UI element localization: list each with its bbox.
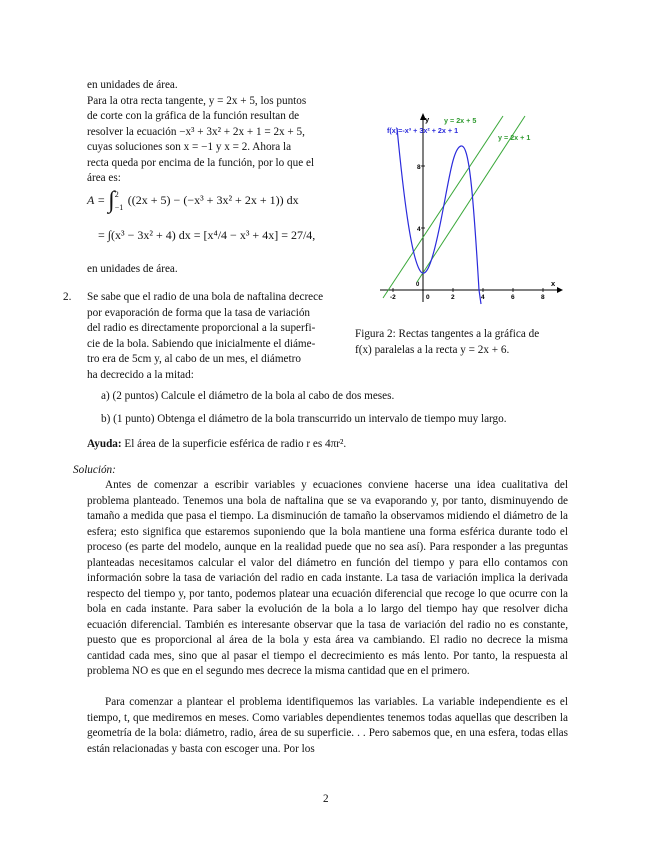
problem-line: del radio es directamente proporcional a la superfi- — [87, 322, 316, 334]
figure-caption — [355, 326, 570, 358]
integral-sign: ∫ — [108, 187, 115, 214]
figure-graph — [375, 110, 565, 305]
caption-line: f(x) paralelas a la recta y = 2x + 6. — [355, 344, 510, 356]
problem-line: tro era de 5cm y, al cabo de un mes, el diámetro — [87, 353, 301, 365]
problem-number: 2. — [63, 291, 72, 303]
tick-label: -2 — [390, 294, 396, 301]
equation-area-2 — [98, 228, 315, 244]
equation-lhs: A = — [87, 192, 106, 207]
help-label: Ayuda: — [87, 438, 122, 450]
caption-line: Figura 2: Rectas tangentes a la gráfica de — [355, 328, 540, 340]
integral-limits — [115, 188, 125, 214]
text-line-end: en unidades de área. — [87, 263, 178, 275]
tick-label: 6 — [511, 294, 515, 301]
paragraph-tangent — [87, 94, 345, 187]
equation-body-2: = ∫(x³ − 3x² + 4) dx = [x⁴/4 − x³ + 4x] = 27/4, — [98, 228, 316, 242]
axis-label-y: y — [425, 115, 430, 124]
text-line: recta queda por encima de la función, por lo que el — [87, 156, 315, 169]
tick-label: 4 — [417, 226, 421, 233]
solution-label: Solución: — [73, 464, 116, 476]
label-y2x1: y = 2x + 1 — [498, 133, 531, 142]
help-text: El área de la superficie esférica de radio r es 4πr². — [121, 438, 347, 450]
tick-label: 8 — [417, 164, 421, 171]
text-line: de corte con la gráfica de la función resultan de — [87, 110, 300, 122]
problem-line: por evaporación de forma que la tasa de variación — [87, 306, 311, 319]
integral-lower: −1 — [114, 203, 124, 212]
item-a: a) (2 puntos) Calcule el diámetro de la bola al cabo de dos meses. — [101, 390, 395, 402]
item-b: b) (1 punto) Obtenga el diámetro de la bola transcurrido un intervalo de tiempo muy largo. — [101, 413, 507, 425]
tick-label: 4 — [481, 294, 485, 301]
text-line: Para la otra recta tangente, y = 2x + 5, los puntos — [87, 94, 307, 107]
axis-label-x: x — [551, 279, 556, 288]
help-note — [87, 437, 346, 453]
label-y2x5: y = 2x + 5 — [444, 116, 477, 125]
origin-label: 0 — [416, 282, 420, 288]
integral-upper: 2 — [114, 190, 119, 199]
cubic-curve — [397, 128, 481, 304]
problem-line: ha decrecido a la mitad: — [87, 368, 194, 381]
tick-label: 8 — [541, 294, 545, 301]
text-line: resolver la ecuación −x³ + 3x² + 2x + 1 = 2x + 5, — [87, 125, 305, 138]
problem-line: cie de la bola. Sabiendo que inicialmente el diáme- — [87, 337, 316, 350]
tick-label: 2 — [451, 294, 455, 301]
solution-paragraph-2: Para comenzar a plantear el problema identifiquemos las variables. La variable independiente es el tiempo, t, que mediremos en meses. Como variables dependientes tenemos todas aquellas que describen la geometría de la bola: diámetro, radio, área de su superficie. . . Pero sabemos que, en una esfera, todas ellas están relacionadas y basta con escoger una. Por los — [87, 696, 568, 755]
text-top-block — [87, 78, 345, 187]
equation-area-1 — [87, 188, 299, 214]
text-line: área es: — [87, 172, 121, 184]
label-fx: f(x)=-x³ + 3x² + 2x + 1 — [387, 126, 459, 135]
tick-label: 0 — [426, 294, 430, 301]
text-line: en unidades de área. — [87, 79, 178, 91]
equation-body: ((2x + 5) − (−x³ + 3x² + 2x + 1)) dx — [127, 192, 299, 207]
x-axis-arrow — [557, 287, 563, 293]
solution-paragraph-1: Antes de comenzar a escribir variables y ecuaciones conviene hacerse una idea cualitativa del problema planteado. Tenemos una bola de naftalina que se va evaporando y, por tanto, disminuyendo de tamaño a medida que pasa el tiempo. La disminución de tamaño la observamos midiendo el diámetro de la esfera; esto significa que estaremos suponiendo que la bola mantiene una forma esférica durante todo el proceso (es parte del modelo, aunque en la realidad puede que no sea así). Para responder a las preguntas planteadas necesitamos calcular el valor del diámetro en función del tiempo y para ello contamos con información sobre la tasa de variación del radio en cada instante. La tasa de variación implica la derivada respecto del tiempo y, por tanto, podemos platear una ecuación diferencial que recoge lo que ocurre con la bola en cada instante. Para saber la evolución de la bola a lo largo del tiempo hay que resolver dicha ecuación diferencial. También es interesante observar que la tasa de variación del radio no es constante, puesto que es proporcional al área de la bola y esta área va cambiando. El radio no decrece la misma cantidad cada mes, sino que al pasar el tiempo el decrecimiento es más lento. Por tanto, la respuesta al problema NO es que en el segundo mes decrece la misma cantidad que en el primero. — [87, 479, 568, 677]
solution-label-text: Solución — [73, 464, 113, 476]
page-number: 2 — [323, 793, 329, 805]
problem-statement — [87, 290, 347, 383]
text-line: cuyas soluciones son x = −1 y x = 2. Ahora la — [87, 141, 292, 153]
problem-line: Se sabe que el radio de una bola de naftalina decrece — [87, 291, 324, 303]
